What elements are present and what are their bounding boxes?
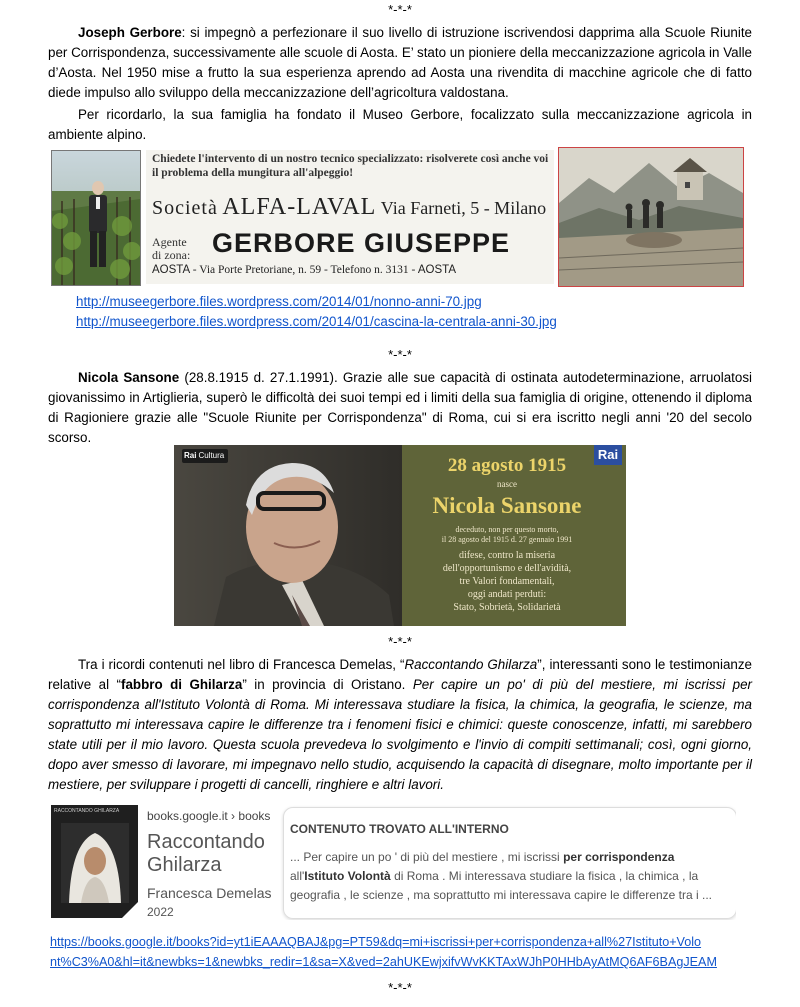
ad-agent-label-2: di zona:: [152, 248, 191, 262]
banner-values-5: Stato, Sobrietà, Solidarietà: [453, 602, 561, 613]
banner-date: 28 agosto 1915: [447, 455, 567, 476]
banner-deceduto: [402, 525, 612, 545]
snippet-1a: ... Per capire un po ' di più del mestiere , mi iscrissi: [290, 850, 564, 864]
ghilarza-intro-3: ” in provincia di Oristano.: [242, 677, 413, 692]
vineyard-photo-image: [52, 151, 140, 285]
photo-gerbore-vineyard: [51, 150, 141, 286]
gerbore-museum-paragraph: Per ricordarlo, la sua famiglia ha fondato il Museo Gerbore, focalizzato sulla meccanizzazione agricola in ambiente alpino.: [48, 107, 752, 142]
snippet-1b: per corrispondenza: [563, 850, 675, 864]
separator: *-*-*: [388, 634, 412, 649]
ad-address-line: [152, 264, 456, 276]
banner-values-1: difese, contro la miseria: [458, 550, 556, 561]
banner-values: [402, 549, 612, 614]
book-author: Francesca Demelas: [147, 885, 272, 901]
link-cascina-la-centrala[interactable]: http://museegerbore.files.wordpress.com/2014/01/cascina-la-centrala-anni-30.jpg: [76, 314, 557, 329]
google-books-link-line-1[interactable]: https://books.google.it/books?id=yt1iEAAAQBAJ&pg=PT59&dq=mi+iscrissi+per+corrispondenza+all%27Istituto+Volo: [50, 935, 702, 949]
separator: *-*-*: [388, 347, 412, 362]
gerbore-name: Joseph Gerbore: [78, 25, 182, 40]
banner-values-2: dell'opportunismo e dell'avidità,: [442, 563, 572, 574]
ghilarza-intro-2: ”, interessanti sono le testimonianze relative al “: [48, 657, 752, 692]
separator: *-*-*: [388, 980, 412, 995]
ghilarza-paragraph: [48, 655, 752, 795]
sansone-name: Nicola Sansone: [78, 370, 180, 385]
ad-agent-label: [152, 236, 190, 262]
sansone-paragraph: [48, 368, 752, 448]
found-inside-snippet: [290, 848, 734, 905]
ad-headline: Chiedete l'intervento di un nostro tecnico specializzato: risolverete così anche voi il problema della mungitura all'alpeggio!: [152, 153, 549, 179]
rai-cultura-rai: Rai: [184, 451, 197, 460]
snippet-2a: all': [290, 869, 305, 883]
banner-values-4: oggi andati perduti:: [467, 589, 547, 600]
snippet-line-1: [290, 848, 734, 867]
ad-city: AOSTA: [152, 264, 190, 276]
banner-nasce: nasce: [497, 479, 517, 489]
ad-address: - Via Porte Pretoriane, n. 59 - Telefono n. 3131 -: [192, 264, 416, 276]
ad-agent-label-1: Agente: [152, 235, 187, 249]
book-title-line-2: Ghilarza: [147, 854, 222, 876]
banner-deceduto-2: il 28 agosto del 1915 d. 27 gennaio 1991: [441, 535, 573, 544]
book-cover-title: RACCONTANDO GHILARZA: [54, 808, 120, 814]
book-cover-portrait: [61, 823, 129, 903]
photo-cascina-la-centrala: [558, 147, 744, 287]
sansone-text: (28.8.1915 d. 27.1.1991). Grazie alle sue capacità di ostinata autodeterminazione, arruolatosi giovanissimo in Artiglieria, superò le difficoltà dei suoi tempi ed i limiti della sua famiglia di origine, ottenendo il diploma di Ragioniere grazie alle "Scuole Riunite per Corrispondenza" di Roma, cui si era iscritto negli anni '20 del secolo scorso.: [48, 370, 753, 445]
snippet-2c: di Roma . Mi interessava studiare la fisica , la chimica , la: [390, 869, 699, 883]
book-title: Raccontando Ghilarza: [404, 657, 538, 672]
page-curl-icon: [122, 902, 138, 918]
link-nonno-anni-70[interactable]: http://museegerbore.files.wordpress.com/2014/01/nonno-anni-70.jpg: [76, 294, 482, 309]
ad-company-brand: ALFA-LAVAL: [222, 194, 377, 220]
rai-cultura-text: Cultura: [198, 451, 225, 460]
book-source[interactable]: books.google.it › books: [147, 809, 271, 823]
rai-logo: Rai: [594, 445, 622, 465]
book-cover: [51, 805, 138, 918]
book-title-card[interactable]: [147, 831, 265, 877]
ad-city-2: AOSTA: [417, 264, 457, 276]
book-title-line-1: Raccontando: [147, 831, 265, 853]
snippet-line-3: geografia , le scienze , ma soprattutto mi interessava capire le differenze tra i ...: [290, 888, 712, 902]
banner-values-3: tre Valori fondamentali,: [459, 576, 555, 587]
snippet-line-2: [290, 867, 734, 886]
ad-agent-name: GERBORE GIUSEPPE: [212, 228, 511, 258]
gerbore-paragraph: [48, 23, 752, 103]
cascina-photo-image: [559, 148, 743, 286]
rai-cultura-logo: [182, 449, 228, 463]
found-inside-header: CONTENUTO TROVATO ALL'INTERNO: [290, 822, 509, 836]
google-books-card[interactable]: [50, 805, 736, 920]
ghilarza-intro-1: Tra i ricordi contenuti nel libro di Francesca Demelas, “: [78, 657, 405, 672]
gerbore-text: : si impegnò a perfezionare il suo livello di istruzione iscrivendosi dapprima alla Scuole Riunite per Corrispondenza, successivamente alle scuole di Aosta. E’ stato un pioniere della meccanizzazione agricola in Valle d’Aosta. Nel 1950 mise a frutto la sua esperienza aprendo ad Aosta una rivendita di macchine agricole che di fatto diede impulso allo sviluppo della meccanizzazione dell’agricoltura valdostana.: [48, 25, 752, 100]
banner-name: Nicola Sansone: [432, 493, 582, 518]
google-books-link-line-2[interactable]: nt%C3%A0&hl=it&newbks=1&newbks_redir=1&sa=X&ved=2ahUKEwjxifvWvKKTAxWJhP0HHbAyAtMQ6AF6BAgJEAM: [50, 955, 717, 969]
fabbro-label: fabbro di Ghilarza: [120, 677, 243, 692]
alfa-laval-advertisement: [146, 150, 554, 284]
banner-deceduto-1: deceduto, non per questo morto,: [455, 525, 559, 534]
ad-company-prefix: Società: [152, 197, 218, 219]
rai-cultura-banner: [174, 445, 626, 626]
ad-company-line: [152, 194, 546, 221]
ad-company-address: Via Farneti, 5 - Milano: [380, 198, 547, 218]
snippet-2b: Istituto Volontà: [304, 869, 391, 883]
book-year: 2022: [147, 905, 174, 919]
banner-text-panel: [402, 445, 626, 626]
ghilarza-quote: Per capire un po' di più del mestiere, mi iscrissi per corrispondenza all'Istituto Volontà di Roma. Mi interessava studiare la fisica, la chimica, la geografia, le scienze, ma soprattutto mi interessava capire le differenze tra i fenomeni fisici e chimici: queste conoscenze, infatti, mi sarebbero state utili per il mio lavoro. Questa scuola prevedeva lo svolgimento e l'invio di compiti settimanali; così, ogni giorno, dopo aver smesso di lavorare, mi impegnavo nello studio, acquisendo la capacità di disegnare, molto importante per il mestiere, per sviluppare i progetti di cancelli, ringhiere e altri lavori.: [48, 677, 752, 792]
found-inside-panel: [283, 807, 736, 919]
separator: *-*-*: [388, 2, 412, 17]
